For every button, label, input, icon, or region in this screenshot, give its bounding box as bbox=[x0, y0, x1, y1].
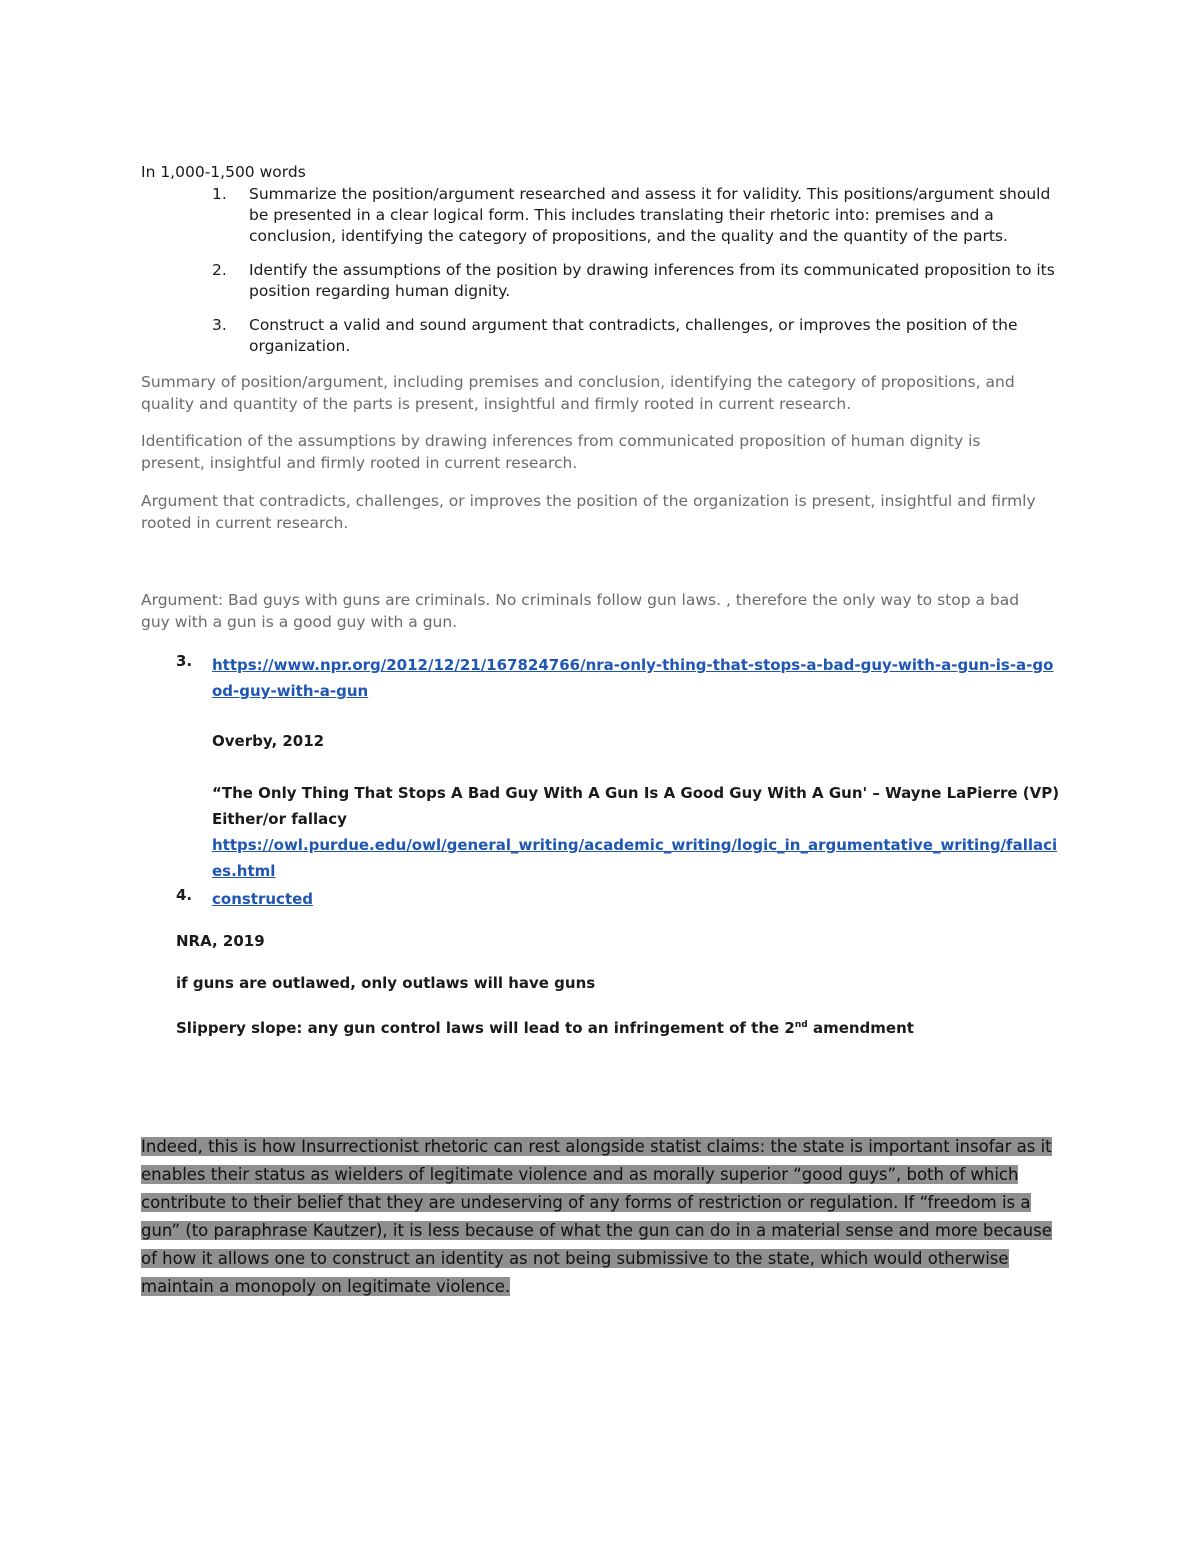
source-number-4: 4. bbox=[176, 886, 193, 904]
constructed-link[interactable]: constructed bbox=[212, 890, 314, 908]
slippery-slope-line bbox=[176, 1012, 1076, 1041]
citation-nra: NRA, 2019 bbox=[176, 932, 265, 950]
task-text: Identify the assumptions of the position by drawing inferences from its communicated proposition to its position regarding human dignity. bbox=[249, 261, 1055, 300]
highlighted-text: Indeed, this is how Insurrectionist rhetoric can rest alongside statist claims: the state is important insofar as it enables their status as wielders of legitimate violence and as morally superior “good guys”, both of which contribute to their belief that they are undeserving of any forms of restriction or regulation. If “freedom is a gun” (to paraphrase Kautzer), it is less because of what the gun can do in a material sense and more because of how it allows one to construct an identity as not being submissive to the state, which would otherwise maintain a monopoly on legitimate violence. bbox=[141, 1137, 1052, 1296]
rubric-summary: Summary of position/argument, including premises and conclusion, identifying the category of propositions, and quality and quantity of the parts is present, insightful and firmly rooted in current research. bbox=[141, 373, 1015, 413]
source-4-link-row bbox=[212, 886, 1062, 912]
task-text: Summarize the position/argument researched and assess it for validity. This positions/argument should be presented in a clear logical form. This includes translating their rhetoric into: premises and a conclusion, identifying the category of propositions, and the quality and the quantity of the parts. bbox=[249, 185, 1051, 245]
task-number: 2. bbox=[212, 261, 227, 279]
slippery-slope-text: Slippery slope: any gun control laws will lead to an infringement of the 2 bbox=[176, 1019, 795, 1037]
task-number: 3. bbox=[212, 316, 227, 334]
lapierre-quote: “The Only Thing That Stops A Bad Guy With A Gun Is A Good Guy With A Gun' – Wayne LaPierre (VP) bbox=[212, 784, 1060, 802]
intro-line: In 1,000-1,500 words bbox=[141, 163, 306, 181]
task-text: Construct a valid and sound argument that contradicts, challenges, or improves the position of the organization. bbox=[249, 316, 1018, 355]
task-number: 1. bbox=[212, 185, 227, 203]
source-number-3: 3. bbox=[176, 652, 193, 670]
ordinal-suffix: nd bbox=[794, 1020, 808, 1030]
source-3-block bbox=[212, 652, 1062, 884]
highlighted-paragraph bbox=[141, 1133, 1061, 1301]
fallacy-label: Either/or fallacy bbox=[212, 810, 347, 828]
npr-article-link[interactable]: https://www.npr.org/2012/12/21/167824766/nra-only-thing-that-stops-a-bad-guy-with-a-gun-is-a-good-guy-with-a-gun bbox=[212, 656, 1054, 700]
argument-paragraph: Argument: Bad guys with guns are criminals. No criminals follow gun laws. , therefore the only way to stop a bad guy with a gun is a good guy with a gun. bbox=[141, 591, 1020, 631]
rubric-argument: Argument that contradicts, challenges, or improves the position of the organization is present, insightful and firmly rooted in current research. bbox=[141, 492, 1036, 532]
citation-overby: Overby, 2012 bbox=[212, 732, 325, 750]
nra-quote: if guns are outlawed, only outlaws will have guns bbox=[176, 974, 596, 992]
purdue-owl-link[interactable]: https://owl.purdue.edu/owl/general_writing/academic_writing/logic_in_argumentative_writing/fallacies.html bbox=[212, 836, 1058, 880]
slippery-slope-end: amendment bbox=[807, 1019, 914, 1037]
rubric-assumptions: Identification of the assumptions by drawing inferences from communicated proposition of human dignity is present, insightful and firmly rooted in current research. bbox=[141, 432, 981, 472]
